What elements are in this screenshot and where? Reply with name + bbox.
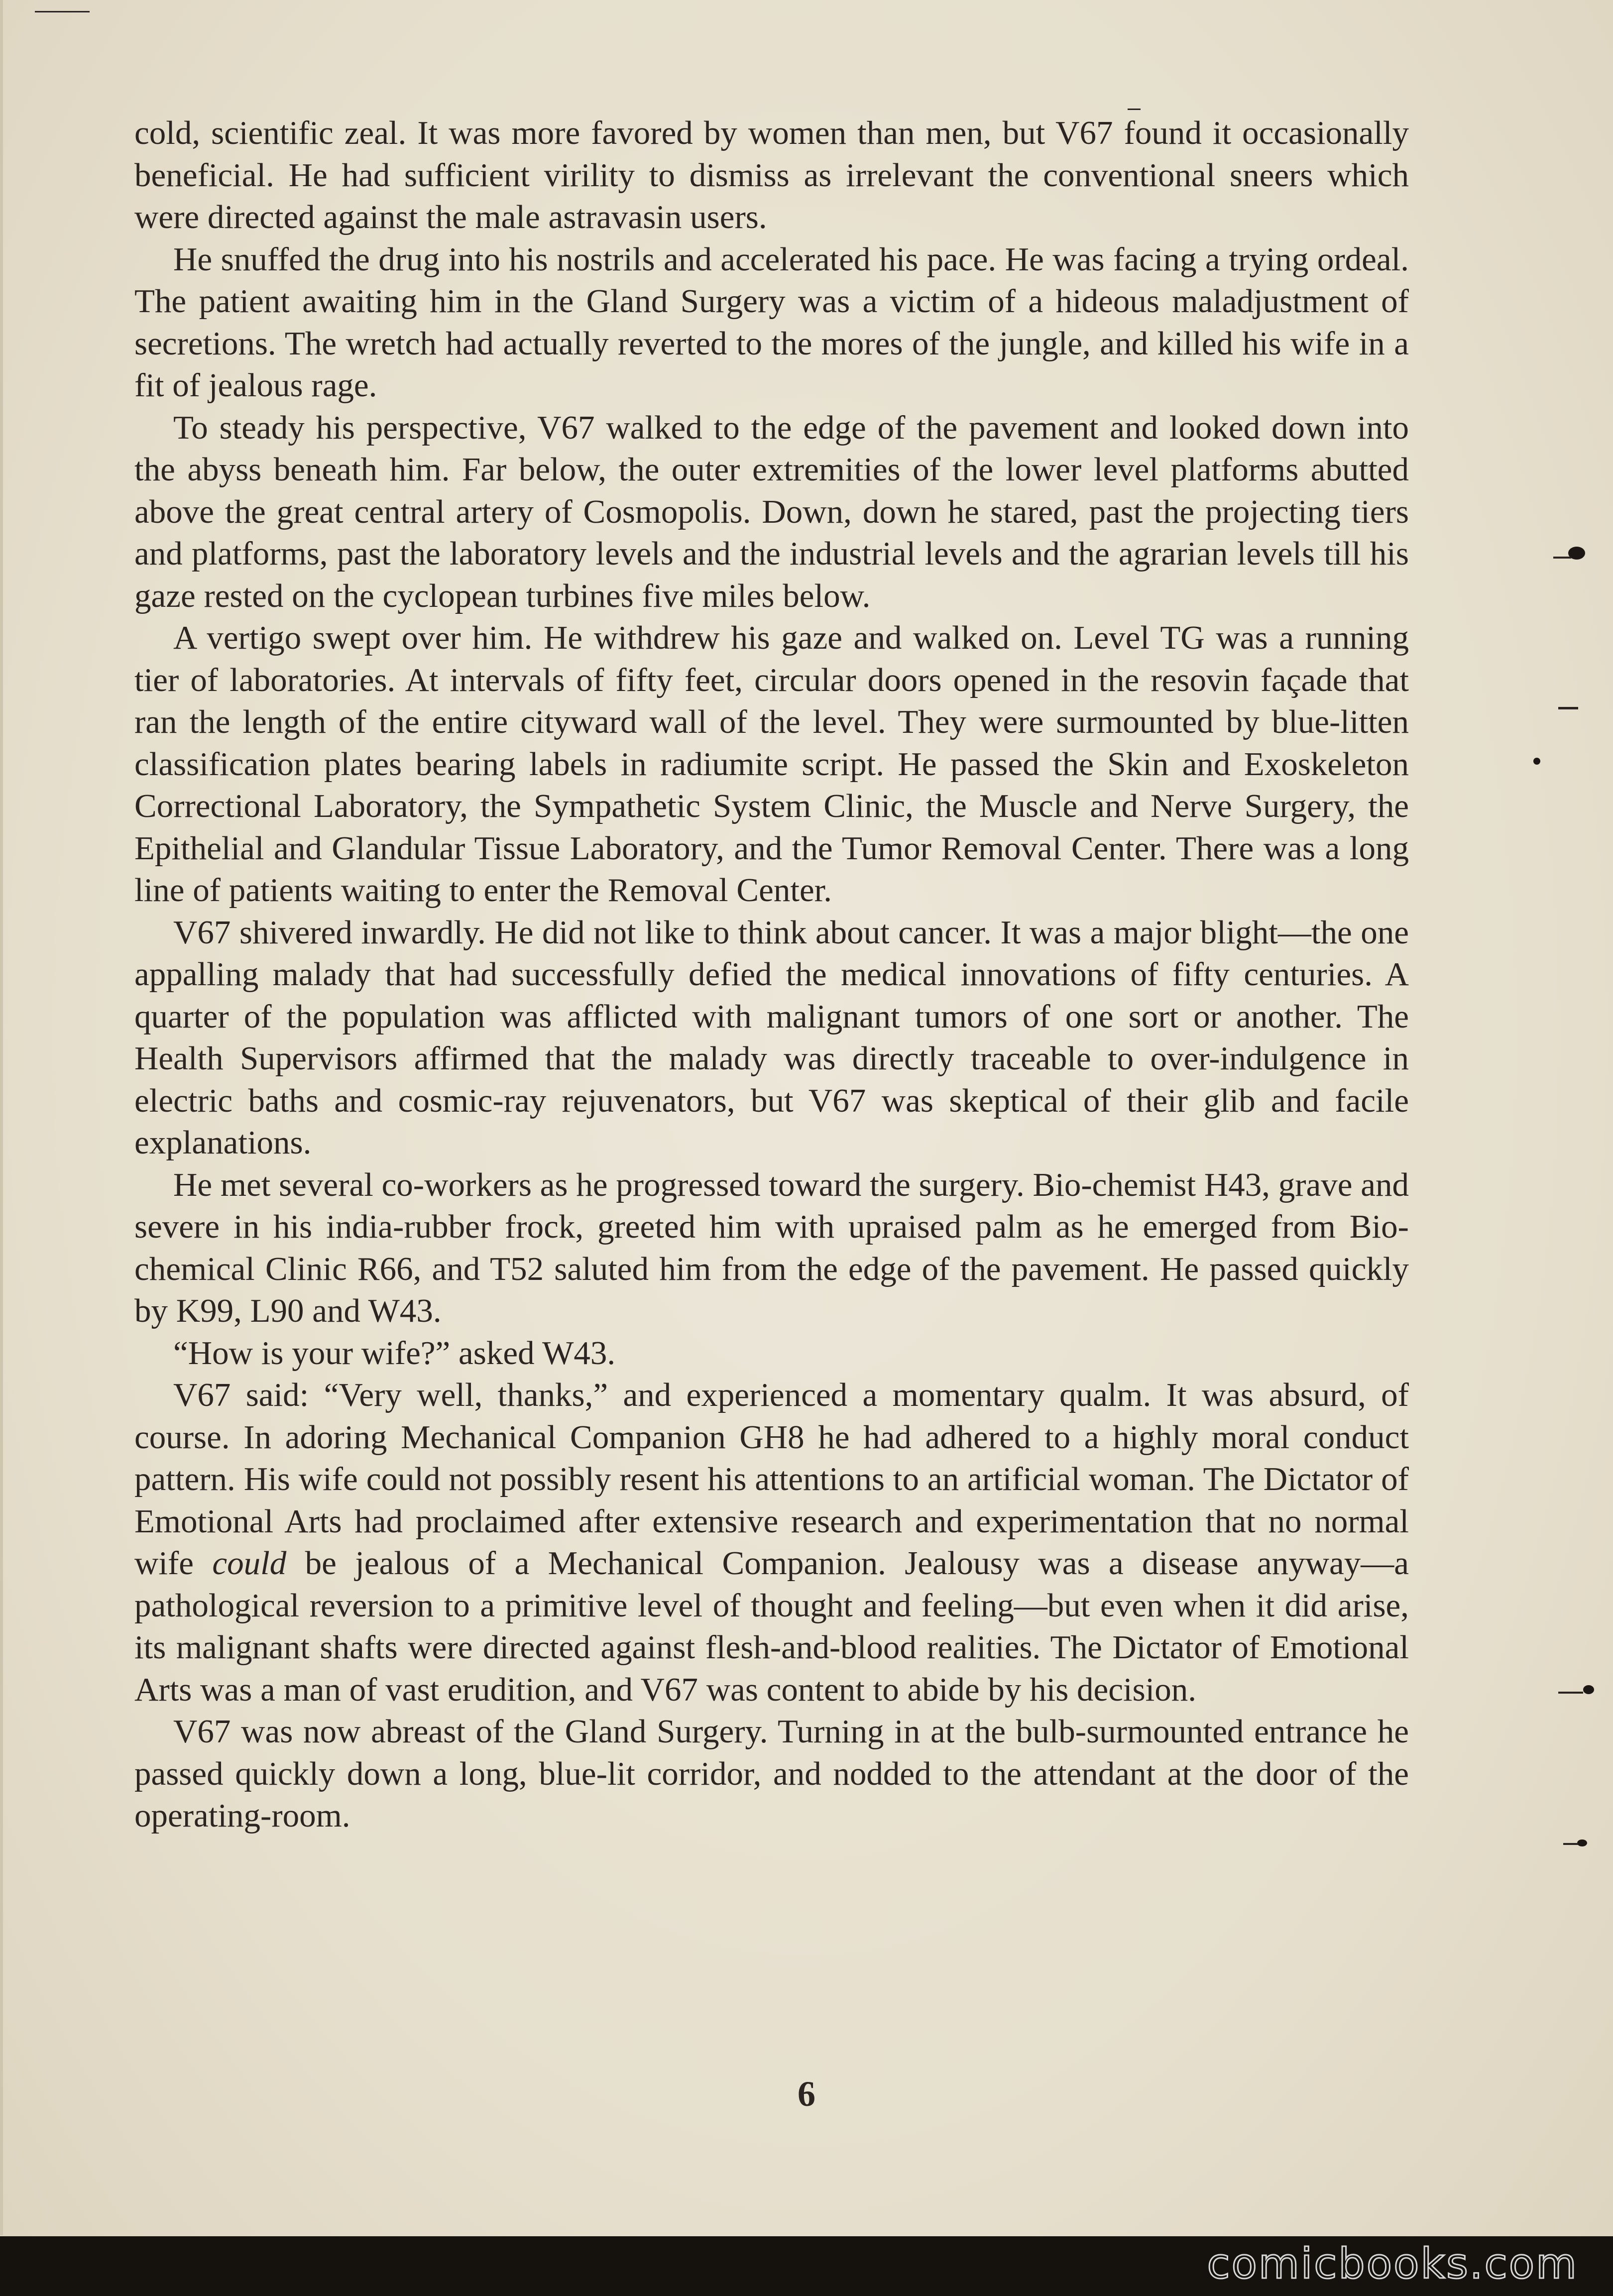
margin-ink-mark [35,11,90,12]
paragraph: To steady his perspective, V67 walked to the edge of the pavement and looked down into the abyss beneath him. Far below, the outer extremities of the lower level platforms abutted above the great central artery of Cosmopolis. Down, down he stared, past the projecting tiers and platforms, past the laboratory levels and the industrial levels and the agrarian levels till his gaze rested on the cyclopean turbines five miles below. [134,409,1409,614]
margin-ink-mark [1583,1685,1594,1694]
margin-ink-mark [1533,758,1540,765]
paragraph: V67 was now abreast of the Gland Surgery. Turning in at the bulb-surmounted entrance he passed quickly down a long, blue-lit corridor, and nodded to the attendant at the door of the operating-room. [134,1713,1409,1834]
emphasized-word: could [212,1545,287,1582]
body-text [134,112,1409,1837]
margin-ink-mark [1128,109,1141,110]
page-number: 6 [798,2074,815,2114]
paragraph-text-after: be jealous of a Mechanical Companion. Jealousy was a disease anyway—a pathological reversion to a primitive level of thought and feeling—but even when it did arise, its malignant shafts were directed against flesh-and-blood realities. The Dictator of Emotional Arts was a man of vast erudition, and V67 was content to abide by his decision. [134,1545,1409,1708]
spine-edge [0,0,3,2235]
paragraph-with-emphasis [134,1374,1409,1711]
paragraph: V67 shivered inwardly. He did not like to think about cancer. It was a major blight—the one appalling malady that had successfully defied the medical innovations of fifty centuries. A quarter of the population was afflicted with malignant tumors of one sort or another. The Health Supervisors affirmed that the malady was directly traceable to over-indulgence in electric baths and cosmic-ray rejuvenators, but V67 was skeptical of their glib and facile explanations. [134,914,1409,1161]
margin-ink-mark [1563,1843,1578,1845]
margin-ink-mark [1577,1839,1587,1846]
paragraph: “How is your wife?” asked W43. [173,1334,616,1372]
margin-ink-mark [1558,707,1578,709]
margin-ink-mark [1558,1692,1583,1694]
paragraph: He snuffed the drug into his nostrils and accelerated his pace. He was facing a trying ordeal. The patient awaiting him in the Gland Surgery was a victim of a hideous maladjustment of secretions. The wretch had actually reverted to the mores of the jungle, and killed his wife in a fit of jealous rage. [134,240,1409,404]
paragraph: A vertigo swept over him. He withdrew his gaze and walked on. Level TG was a running tier of laboratories. At intervals of fifty feet, circular doors opened in the resovin façade that ran the length of the entire cityward wall of the level. They were surmounted by blue-litten classification plates bearing labels in radiumite script. He passed the Skin and Exoskeleton Correctional Laboratory, the Sympathetic System Clinic, the Muscle and Nerve Surgery, the Epithelial and Glandular Tissue Laboratory, and the Tumor Removal Center. There was a long line of patients waiting to enter the Removal Center. [134,619,1409,909]
paragraph: cold, scientific zeal. It was more favored by women than men, but V67 found it occasionally beneficial. He had sufficient virility to dismiss as irrelevant the conventional sneers which were directed against the male astravasin users. [134,115,1409,235]
paragraph-text-before: V67 said: “Very well, thanks,” and experienced a momentary qualm. It was absurd, of course. In adoring Mechanical Companion GH8 he had adhered to a highly moral conduct pattern. His wife could not possibly resent his attentions to an artificial woman. The Dictator of Emotional Arts had proclaimed after extensive research and experimentation that no normal wife [134,1377,1409,1582]
paragraph: He met several co-workers as he progressed toward the surgery. Bio-chemist H43, grave and severe in his india-rubber frock, greeted him with upraised palm as he emerged from Bio-chemical Clinic R66, and T52 saluted him from the edge of the pavement. He passed quickly by K99, L90 and W43. [134,1166,1409,1329]
watermark-logo: comicbooks.com [1207,2239,1578,2288]
margin-ink-mark [1553,557,1571,559]
